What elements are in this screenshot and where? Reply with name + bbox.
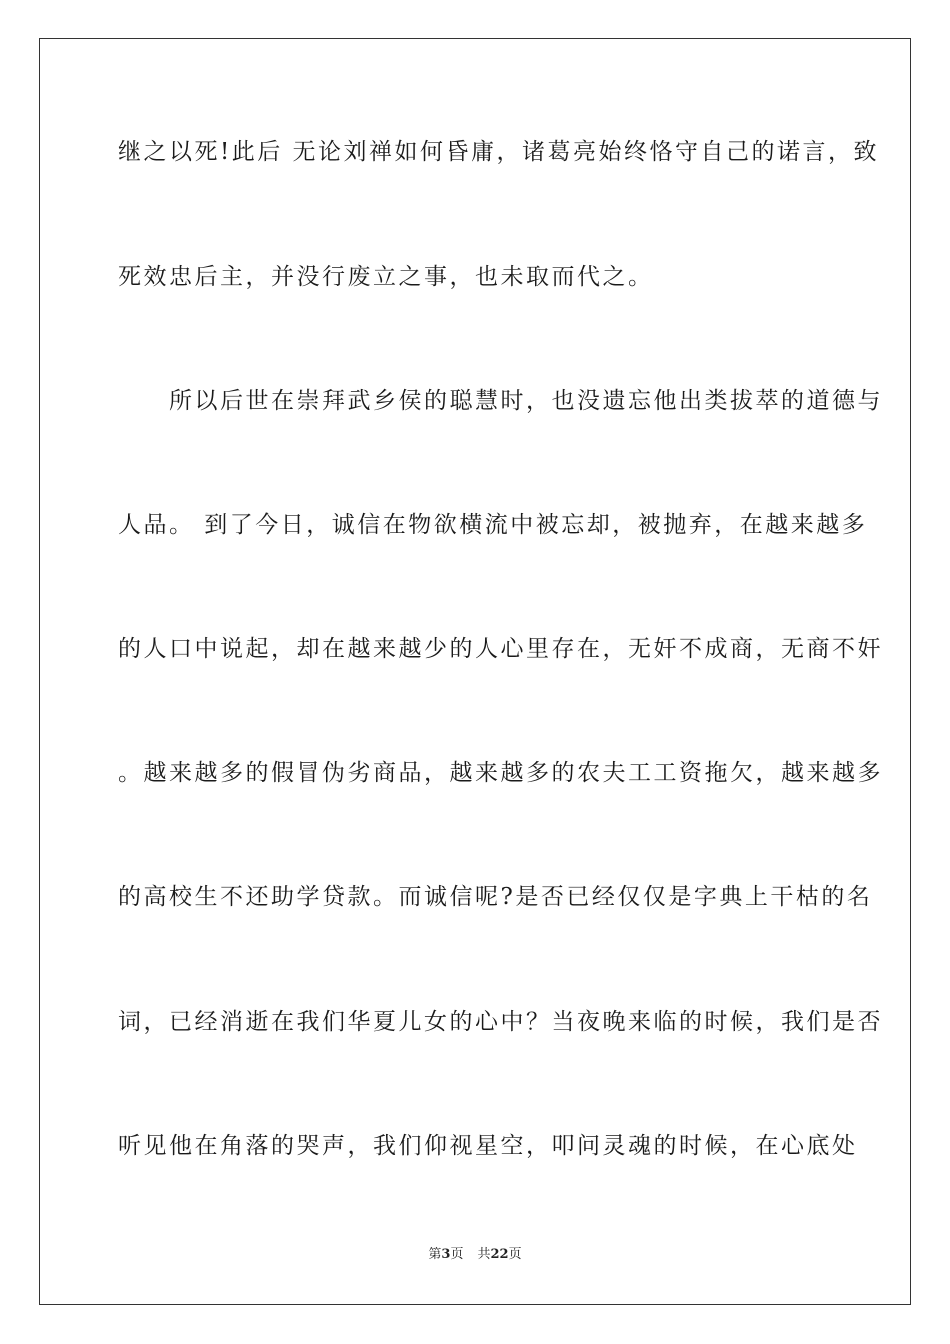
body-text-line: 的高校生不还助学贷款。而诚信呢?是否已经仅仅是字典上干枯的名: [118, 884, 873, 910]
body-text-line: 听见他在角落的哭声，我们仰视星空，叩问灵魂的时候，在心底处: [118, 1133, 858, 1159]
body-text-line: 所以后世在崇拜武乡侯的聪慧时，也没遗忘他出类拔萃的道德与: [118, 388, 883, 414]
total-prefix: 共: [477, 1247, 491, 1262]
total-suffix: 页: [508, 1247, 522, 1262]
page-number: 3: [441, 1247, 451, 1262]
total-pages: 22: [490, 1247, 509, 1262]
body-text-line: 人品。 到了今日，诚信在物欲横流中被忘却，被抛弃，在越来越多: [118, 512, 868, 538]
page-footer: [0, 1246, 950, 1264]
page-border: [39, 38, 911, 1305]
body-text-line: 继之以死!此后 无论刘禅如何昏庸，诸葛亮始终恪守自己的诺言，致: [118, 139, 880, 165]
body-text-line: 词，已经消逝在我们华夏儿女的心中？当夜晚来临的时候，我们是否: [118, 1009, 883, 1035]
page-suffix: 页: [450, 1247, 464, 1262]
body-text-line: 的人口中说起，却在越来越少的人心里存在，无奸不成商，无商不奸: [118, 636, 883, 662]
body-text-line: 死效忠后主，并没行废立之事，也未取而代之。: [118, 264, 654, 290]
page-prefix: 第: [428, 1247, 442, 1262]
body-text-line: 。越来越多的假冒伪劣商品，越来越多的农夫工工资拖欠，越来越多: [118, 760, 883, 786]
